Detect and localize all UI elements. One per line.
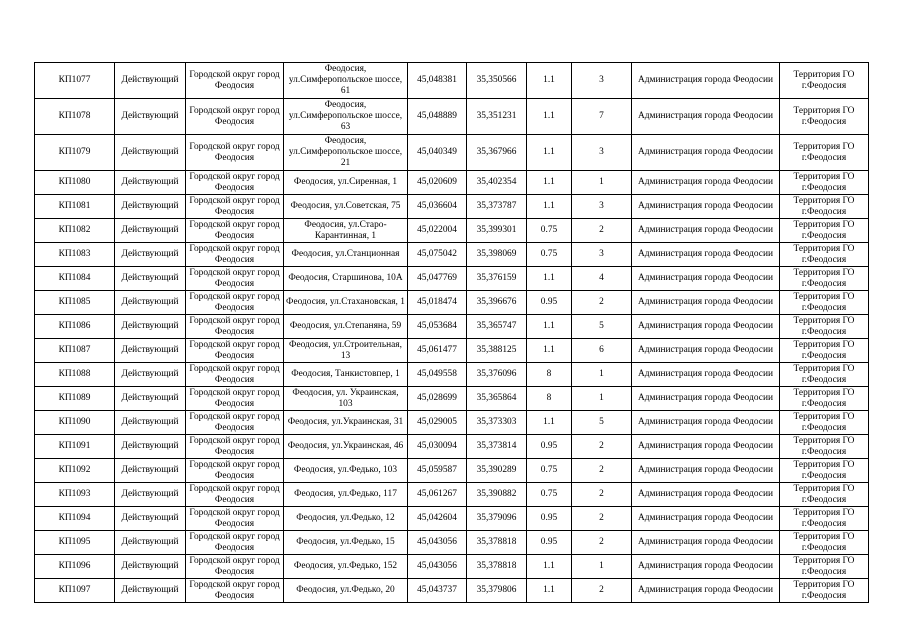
status-cell: Действующий (115, 339, 186, 363)
territory-cell: Территория ГО г.Феодосия (780, 555, 869, 579)
owner-cell: Администрация города Феодосии (632, 555, 780, 579)
volume-cell: 0.95 (527, 531, 572, 555)
latitude-cell: 45,020609 (408, 171, 467, 195)
latitude-cell: 45,059587 (408, 459, 467, 483)
territory-cell: Территория ГО г.Феодосия (780, 531, 869, 555)
status-cell: Действующий (115, 267, 186, 291)
status-cell: Действующий (115, 411, 186, 435)
territory-cell: Территория ГО г.Феодосия (780, 171, 869, 195)
point-id-cell: КП1081 (35, 195, 115, 219)
table-row (35, 555, 869, 579)
table-row (35, 195, 869, 219)
longitude-cell: 35,379806 (467, 579, 527, 603)
volume-cell: 1.1 (527, 171, 572, 195)
table-row (35, 363, 869, 387)
territory-cell: Территория ГО г.Феодосия (780, 63, 869, 99)
latitude-cell: 45,018474 (408, 291, 467, 315)
volume-cell: 1.1 (527, 267, 572, 291)
volume-cell: 0.75 (527, 219, 572, 243)
status-cell: Действующий (115, 363, 186, 387)
volume-cell: 0.95 (527, 507, 572, 531)
latitude-cell: 45,043056 (408, 555, 467, 579)
district-cell: Городской округ город Феодосия (186, 507, 284, 531)
longitude-cell: 35,388125 (467, 339, 527, 363)
table-row (35, 99, 869, 135)
latitude-cell: 45,022004 (408, 219, 467, 243)
owner-cell: Администрация города Феодосии (632, 267, 780, 291)
longitude-cell: 35,367966 (467, 135, 527, 171)
district-cell: Городской округ город Феодосия (186, 411, 284, 435)
point-id-cell: КП1095 (35, 531, 115, 555)
district-cell: Городской округ город Феодосия (186, 483, 284, 507)
table-row (35, 219, 869, 243)
territory-cell: Территория ГО г.Феодосия (780, 99, 869, 135)
owner-cell: Администрация города Феодосии (632, 339, 780, 363)
owner-cell: Администрация города Феодосии (632, 387, 780, 411)
latitude-cell: 45,042604 (408, 507, 467, 531)
longitude-cell: 35,398069 (467, 243, 527, 267)
longitude-cell: 35,379096 (467, 507, 527, 531)
district-cell: Городской округ город Феодосия (186, 99, 284, 135)
territory-cell: Территория ГО г.Феодосия (780, 387, 869, 411)
latitude-cell: 45,036604 (408, 195, 467, 219)
longitude-cell: 35,373814 (467, 435, 527, 459)
point-id-cell: КП1078 (35, 99, 115, 135)
owner-cell: Администрация города Феодосии (632, 579, 780, 603)
volume-cell: 1.1 (527, 411, 572, 435)
territory-cell: Территория ГО г.Феодосия (780, 243, 869, 267)
address-cell: Феодосия, ул.Степаняна, 59 (284, 315, 408, 339)
volume-cell: 0.95 (527, 435, 572, 459)
container-count-cell: 1 (572, 363, 632, 387)
point-id-cell: КП1091 (35, 435, 115, 459)
table-row (35, 243, 869, 267)
territory-cell: Территория ГО г.Феодосия (780, 363, 869, 387)
district-cell: Городской округ город Феодосия (186, 195, 284, 219)
table-row (35, 387, 869, 411)
table-row (35, 63, 869, 99)
latitude-cell: 45,029005 (408, 411, 467, 435)
container-count-cell: 3 (572, 243, 632, 267)
district-cell: Городской округ город Феодосия (186, 267, 284, 291)
table-row (35, 171, 869, 195)
district-cell: Городской округ город Феодосия (186, 435, 284, 459)
address-cell: Феодосия, ул.Федько, 15 (284, 531, 408, 555)
address-cell: Феодосия, ул.Украинская, 46 (284, 435, 408, 459)
owner-cell: Администрация города Феодосии (632, 507, 780, 531)
address-cell: Феодосия, ул.Сиренная, 1 (284, 171, 408, 195)
district-cell: Городской округ город Феодосия (186, 555, 284, 579)
container-count-cell: 1 (572, 171, 632, 195)
owner-cell: Администрация города Феодосии (632, 171, 780, 195)
longitude-cell: 35,396676 (467, 291, 527, 315)
territory-cell: Территория ГО г.Феодосия (780, 339, 869, 363)
owner-cell: Администрация города Феодосии (632, 243, 780, 267)
longitude-cell: 35,378818 (467, 555, 527, 579)
owner-cell: Администрация города Феодосии (632, 531, 780, 555)
district-cell: Городской округ город Феодосия (186, 387, 284, 411)
status-cell: Действующий (115, 219, 186, 243)
latitude-cell: 45,075042 (408, 243, 467, 267)
container-count-cell: 2 (572, 435, 632, 459)
point-id-cell: КП1087 (35, 339, 115, 363)
district-cell: Городской округ город Феодосия (186, 339, 284, 363)
point-id-cell: КП1088 (35, 363, 115, 387)
territory-cell: Территория ГО г.Феодосия (780, 579, 869, 603)
table-row (35, 507, 869, 531)
status-cell: Действующий (115, 135, 186, 171)
table-row (35, 579, 869, 603)
container-count-cell: 2 (572, 459, 632, 483)
latitude-cell: 45,048381 (408, 63, 467, 99)
status-cell: Действующий (115, 483, 186, 507)
address-cell: Феодосия, ул.Станционная (284, 243, 408, 267)
address-cell: Феодосия, ул.Федько, 12 (284, 507, 408, 531)
table-row (35, 531, 869, 555)
latitude-cell: 45,049558 (408, 363, 467, 387)
owner-cell: Администрация города Феодосии (632, 63, 780, 99)
district-cell: Городской округ город Феодосия (186, 291, 284, 315)
volume-cell: 1.1 (527, 339, 572, 363)
volume-cell: 0.75 (527, 459, 572, 483)
address-cell: Феодосия, ул.Советская, 75 (284, 195, 408, 219)
volume-cell: 1.1 (527, 555, 572, 579)
territory-cell: Территория ГО г.Феодосия (780, 507, 869, 531)
district-cell: Городской округ город Феодосия (186, 579, 284, 603)
address-cell: Феодосия, Танкистовпер, 1 (284, 363, 408, 387)
status-cell: Действующий (115, 531, 186, 555)
point-id-cell: КП1096 (35, 555, 115, 579)
volume-cell: 1.1 (527, 315, 572, 339)
point-id-cell: КП1093 (35, 483, 115, 507)
owner-cell: Администрация города Феодосии (632, 483, 780, 507)
container-count-cell: 2 (572, 219, 632, 243)
point-id-cell: КП1079 (35, 135, 115, 171)
container-count-cell: 1 (572, 555, 632, 579)
table-row (35, 267, 869, 291)
owner-cell: Администрация города Феодосии (632, 363, 780, 387)
status-cell: Действующий (115, 459, 186, 483)
owner-cell: Администрация города Феодосии (632, 315, 780, 339)
point-id-cell: КП1085 (35, 291, 115, 315)
latitude-cell: 45,040349 (408, 135, 467, 171)
point-id-cell: КП1094 (35, 507, 115, 531)
owner-cell: Администрация города Феодосии (632, 219, 780, 243)
longitude-cell: 35,376096 (467, 363, 527, 387)
volume-cell: 0.75 (527, 483, 572, 507)
district-cell: Городской округ город Феодосия (186, 171, 284, 195)
district-cell: Городской округ город Феодосия (186, 363, 284, 387)
status-cell: Действующий (115, 171, 186, 195)
point-id-cell: КП1080 (35, 171, 115, 195)
table-row (35, 459, 869, 483)
container-count-cell: 2 (572, 579, 632, 603)
container-count-cell: 5 (572, 411, 632, 435)
latitude-cell: 45,061477 (408, 339, 467, 363)
registry-rows (35, 63, 869, 603)
container-count-cell: 3 (572, 135, 632, 171)
territory-cell: Территория ГО г.Феодосия (780, 459, 869, 483)
point-id-cell: КП1097 (35, 579, 115, 603)
longitude-cell: 35,390882 (467, 483, 527, 507)
status-cell: Действующий (115, 195, 186, 219)
status-cell: Действующий (115, 579, 186, 603)
point-id-cell: КП1089 (35, 387, 115, 411)
owner-cell: Администрация города Феодосии (632, 459, 780, 483)
territory-cell: Территория ГО г.Феодосия (780, 483, 869, 507)
status-cell: Действующий (115, 243, 186, 267)
longitude-cell: 35,373787 (467, 195, 527, 219)
longitude-cell: 35,376159 (467, 267, 527, 291)
volume-cell: 1.1 (527, 195, 572, 219)
point-id-cell: КП1084 (35, 267, 115, 291)
container-count-cell: 2 (572, 507, 632, 531)
address-cell: Феодосия, ул.Украинская, 31 (284, 411, 408, 435)
address-cell: Феодосия, ул.Федько, 152 (284, 555, 408, 579)
point-id-cell: КП1086 (35, 315, 115, 339)
territory-cell: Территория ГО г.Феодосия (780, 135, 869, 171)
longitude-cell: 35,402354 (467, 171, 527, 195)
volume-cell: 0.75 (527, 243, 572, 267)
district-cell: Городской округ город Феодосия (186, 315, 284, 339)
longitude-cell: 35,390289 (467, 459, 527, 483)
territory-cell: Территория ГО г.Феодосия (780, 195, 869, 219)
address-cell: Феодосия, ул.Федько, 117 (284, 483, 408, 507)
address-cell: Феодосия, ул.Строительная, 13 (284, 339, 408, 363)
latitude-cell: 45,053684 (408, 315, 467, 339)
volume-cell: 8 (527, 387, 572, 411)
address-cell: Феодосия, ул.Симферопольское шоссе, 21 (284, 135, 408, 171)
table-row (35, 435, 869, 459)
table-row (35, 483, 869, 507)
table-row (35, 135, 869, 171)
territory-cell: Территория ГО г.Феодосия (780, 291, 869, 315)
status-cell: Действующий (115, 315, 186, 339)
territory-cell: Территория ГО г.Феодосия (780, 267, 869, 291)
volume-cell: 1.1 (527, 579, 572, 603)
owner-cell: Администрация города Феодосии (632, 99, 780, 135)
table-row (35, 315, 869, 339)
latitude-cell: 45,048889 (408, 99, 467, 135)
container-count-cell: 5 (572, 315, 632, 339)
container-count-cell: 2 (572, 291, 632, 315)
volume-cell: 1.1 (527, 135, 572, 171)
status-cell: Действующий (115, 435, 186, 459)
container-count-cell: 3 (572, 63, 632, 99)
district-cell: Городской округ город Феодосия (186, 531, 284, 555)
table-row (35, 411, 869, 435)
container-count-cell: 6 (572, 339, 632, 363)
point-id-cell: КП1092 (35, 459, 115, 483)
district-cell: Городской округ город Феодосия (186, 243, 284, 267)
latitude-cell: 45,028699 (408, 387, 467, 411)
point-id-cell: КП1090 (35, 411, 115, 435)
longitude-cell: 35,365747 (467, 315, 527, 339)
territory-cell: Территория ГО г.Феодосия (780, 219, 869, 243)
status-cell: Действующий (115, 99, 186, 135)
status-cell: Действующий (115, 507, 186, 531)
territory-cell: Территория ГО г.Феодосия (780, 435, 869, 459)
district-cell: Городской округ город Феодосия (186, 135, 284, 171)
status-cell: Действующий (115, 63, 186, 99)
longitude-cell: 35,350566 (467, 63, 527, 99)
volume-cell: 0.95 (527, 291, 572, 315)
volume-cell: 1.1 (527, 63, 572, 99)
container-count-cell: 7 (572, 99, 632, 135)
latitude-cell: 45,043737 (408, 579, 467, 603)
volume-cell: 1.1 (527, 99, 572, 135)
owner-cell: Администрация города Феодосии (632, 135, 780, 171)
territory-cell: Территория ГО г.Феодосия (780, 315, 869, 339)
longitude-cell: 35,399301 (467, 219, 527, 243)
point-id-cell: КП1082 (35, 219, 115, 243)
status-cell: Действующий (115, 555, 186, 579)
address-cell: Феодосия, Старшинова, 10А (284, 267, 408, 291)
district-cell: Городской округ город Феодосия (186, 459, 284, 483)
registry-table (34, 62, 869, 603)
territory-cell: Территория ГО г.Феодосия (780, 411, 869, 435)
point-id-cell: КП1077 (35, 63, 115, 99)
address-cell: Феодосия, ул.Федько, 20 (284, 579, 408, 603)
status-cell: Действующий (115, 387, 186, 411)
address-cell: Феодосия, ул.Симферопольское шоссе, 63 (284, 99, 408, 135)
table-row (35, 339, 869, 363)
volume-cell: 8 (527, 363, 572, 387)
address-cell: Феодосия, ул.Стахановская, 1 (284, 291, 408, 315)
container-count-cell: 3 (572, 195, 632, 219)
address-cell: Феодосия, ул.Симферопольское шоссе, 61 (284, 63, 408, 99)
latitude-cell: 45,043056 (408, 531, 467, 555)
latitude-cell: 45,030094 (408, 435, 467, 459)
status-cell: Действующий (115, 291, 186, 315)
container-count-cell: 2 (572, 531, 632, 555)
longitude-cell: 35,373303 (467, 411, 527, 435)
container-count-cell: 2 (572, 483, 632, 507)
longitude-cell: 35,365864 (467, 387, 527, 411)
address-cell: Феодосия, ул. Украинская, 103 (284, 387, 408, 411)
owner-cell: Администрация города Феодосии (632, 291, 780, 315)
owner-cell: Администрация города Феодосии (632, 195, 780, 219)
owner-cell: Администрация города Феодосии (632, 411, 780, 435)
container-count-cell: 1 (572, 387, 632, 411)
longitude-cell: 35,351231 (467, 99, 527, 135)
district-cell: Городской округ город Феодосия (186, 63, 284, 99)
latitude-cell: 45,047769 (408, 267, 467, 291)
longitude-cell: 35,378818 (467, 531, 527, 555)
owner-cell: Администрация города Феодосии (632, 435, 780, 459)
address-cell: Феодосия, ул.Старо-Карантинная, 1 (284, 219, 408, 243)
table-row (35, 291, 869, 315)
district-cell: Городской округ город Феодосия (186, 219, 284, 243)
latitude-cell: 45,061267 (408, 483, 467, 507)
container-count-cell: 4 (572, 267, 632, 291)
address-cell: Феодосия, ул.Федько, 103 (284, 459, 408, 483)
point-id-cell: КП1083 (35, 243, 115, 267)
